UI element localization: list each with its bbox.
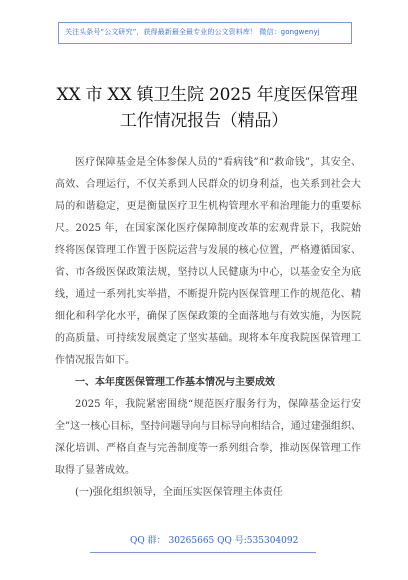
document-body xyxy=(55,152,361,504)
footer-contact-text: QQ 群： 30265665 QQ 号:535304092 xyxy=(130,536,299,546)
title-line-2: 工作情况报告（精品） xyxy=(120,111,288,131)
footer-divider xyxy=(90,552,316,553)
section-heading-1: 一、本年度医保管理工作基本情况与主要成效 xyxy=(75,377,275,388)
subsection-heading-1: (一)强化组织领导，全面压实医保管理主体责任 xyxy=(75,487,283,498)
title-line-1: XX 市 XX 镇卫生院 2025 年度医保管理 xyxy=(56,85,358,105)
section-1-paragraph: 2025 年，我院紧密围绕“规范医疗服务行为，保障基金运行安全”这一核心目标，坚持问题导向与目标导向相结合，通过建强组织、深化培训、严格自查与完善制度等一系列组合拳，推动医保管理工作取得了显著成效。 xyxy=(55,399,361,476)
intro-paragraph: 医疗保障基金是全体参保人员的“看病钱”和“救命钱”，其安全、高效、合理运行，不仅关系到人民群众的切身利益，也关系到社会大局的和谐稳定，更是衡量医疗卫生机构管理水平和治理能力的重要标尺。2025 年，在国家深化医疗保障制度改革的宏观背景下，我院始终将医保管理工作置于医院运营与发展的核心位置，严格遵循国家、省、市各级医保政策法规，坚持以人民健康为中心，以基金安全为底线，通过一系列扎实举措，不断提升院内医保管理工作的规范化、精细化和科学化水平，确保了医保政策的全面落地与有效实施，为医院的高质量、可持续发展奠定了坚实基础。现将本年度我院医保管理工作情况报告如下。 xyxy=(55,157,361,366)
document-title xyxy=(0,82,408,134)
header-banner-text: 关注头条号“公文研究”，获得最新最全最专业的公文资料库！ 微信：gongwenyj xyxy=(65,28,320,36)
